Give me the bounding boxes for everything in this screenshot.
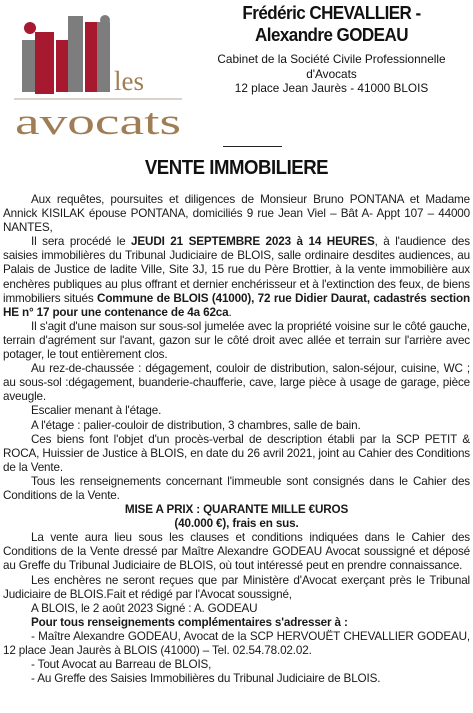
logo-block-red-inner bbox=[56, 40, 68, 92]
cabinet-line2: d'Avocats bbox=[306, 66, 357, 81]
logo-dot-gray bbox=[100, 15, 110, 25]
logo-underline-light bbox=[14, 98, 182, 100]
contact-bar: - Tout Avocat au Barreau de BLOIS, bbox=[31, 658, 212, 672]
paragraph-clauses: La vente aura lieu sous les clauses et conditions indiquées dans le Cahier des Conditions de la Vente dressé par Maître Alexandre GODEAU Avocat soussigné et déposé au Greffe du Tribunal Judiciaire de BLOIS, où tout intéressé peut en prendre connaissance. bbox=[3, 531, 470, 573]
logo-block-red-left bbox=[35, 32, 54, 94]
les-avocats-logo bbox=[12, 14, 187, 142]
paragraph-sale-details bbox=[3, 235, 470, 320]
notice-body bbox=[3, 193, 470, 686]
paragraph-upper-floor: A l'étage : palier-couloir de distribution, 3 chambres, salle de bain. bbox=[31, 418, 361, 432]
contact-registry: - Au Greffe des Saisies Immobilières du Tribunal Judiciaire de BLOIS. bbox=[31, 672, 381, 686]
paragraph-description: Il s'agit d'une maison sur sous-sol jumelée avec la propriété voisine sur le côté gauche, terrain d'agrément sur l'avant, gazon sur le côté droit avec allée et terrain sur l'arrière avec potager, le tout entièrement clos. bbox=[3, 319, 470, 362]
logo-block-gray-left bbox=[22, 40, 35, 92]
logo-word-les: les bbox=[114, 66, 144, 96]
sale-venue: , à l'audience des saisies immobilières du Tribunal Judiciaire de BLOIS, salle ordinaire desdites audiences, au Palais de Justice de ladite Ville, Site 3J, 15 rue du Père Brottier, à la vente immobilière aux enchères publiques au plus offrant et dernier enchérisseur et à l'extinction des feux, de biens immobiliers situés bbox=[3, 235, 470, 305]
paragraph-contact-heading bbox=[3, 616, 470, 630]
cabinet-line1: Cabinet de la Société Civile Professionnelle bbox=[217, 52, 446, 66]
paragraph-stairs: Escalier menant à l'étage. bbox=[31, 404, 162, 418]
sale-date: JEUDI 21 SEPTEMBRE 2023 à 14 HEURES bbox=[131, 235, 375, 249]
paragraph-signature: A BLOIS, le 2 août 2023 Signé : A. GODEAU bbox=[31, 601, 258, 615]
contact-heading: Pour tous renseignements complémentaires s'adresser à : bbox=[31, 615, 348, 629]
page-title: VENTE IMMOBILIERE bbox=[144, 157, 329, 179]
sale-intro: Il sera procédé le bbox=[31, 235, 132, 249]
paragraph-report: Ces biens font l'objet d'un procès-verbal de description établi par la SCP PETIT & ROCA, Huissier de Justice à BLOIS, en date du 26 avril 2021, joint au Cahier des Conditions de la Vente. bbox=[3, 432, 470, 474]
starting-price-line1: MISE A PRIX : QUARANTE MILLE €UROS bbox=[124, 503, 349, 517]
starting-price-line2: (40.000 €), frais en sus. bbox=[174, 517, 299, 531]
logo-block-gray-right bbox=[97, 22, 110, 92]
logo-dot-red bbox=[24, 22, 36, 34]
lawyer-name-line1: Frédéric CHEVALLIER - bbox=[242, 2, 421, 23]
property-location: Commune de BLOIS (41000), 72 rue Didier Daurat, cadastrés section HE n° 17 pour une contenance de 4a 62ca bbox=[3, 291, 470, 319]
contact-lawyer: - Maître Alexandre GODEAU, Avocat de la SCP HERVOUËT CHEVALLIER GODEAU, 12 place Jean Jaurès à BLOIS (41000) – Tel. 02.54.78.02.02. bbox=[3, 629, 470, 657]
firm-header bbox=[190, 2, 473, 96]
cabinet-info bbox=[190, 52, 473, 96]
paragraph-conditions: Tous les renseignements concernant l'immeuble sont consignés dans le Cahier des Conditions de la Vente. bbox=[3, 474, 470, 502]
paragraph-parties: Aux requêtes, poursuites et diligences de Monsieur Bruno PONTANA et Madame Annick KISILAK épouse PONTANA, domiciliés 9 rue Jean Viel – Bât A- Appt 107 – 44000 NANTES, bbox=[3, 193, 470, 235]
logo-word-avocats: avocats bbox=[15, 102, 181, 142]
paragraph-bids: Les enchères ne seront reçues que par Ministère d'Avocat exerçant près le Tribunal Judiciaire de BLOIS.Fait et rédigé par l'Avocat soussigné, bbox=[3, 573, 470, 601]
lawyer-name-line2: Alexandre GODEAU bbox=[255, 24, 408, 45]
logo-block-red-right bbox=[85, 22, 97, 92]
sale-end: . bbox=[228, 305, 232, 319]
cabinet-address: 12 place Jean Jaurès - 41000 BLOIS bbox=[234, 81, 429, 95]
logo-block-gray-center bbox=[68, 16, 83, 92]
paragraph-ground-floor: Au rez-de-chaussée : dégagement, couloir de distribution, salon-séjour, cuisine, WC ; au sous-sol :dégagement, buanderie-chaufferie, cave, large pièce à usage de garage, pièce aveugle. bbox=[3, 362, 470, 404]
header-divider bbox=[223, 146, 282, 147]
